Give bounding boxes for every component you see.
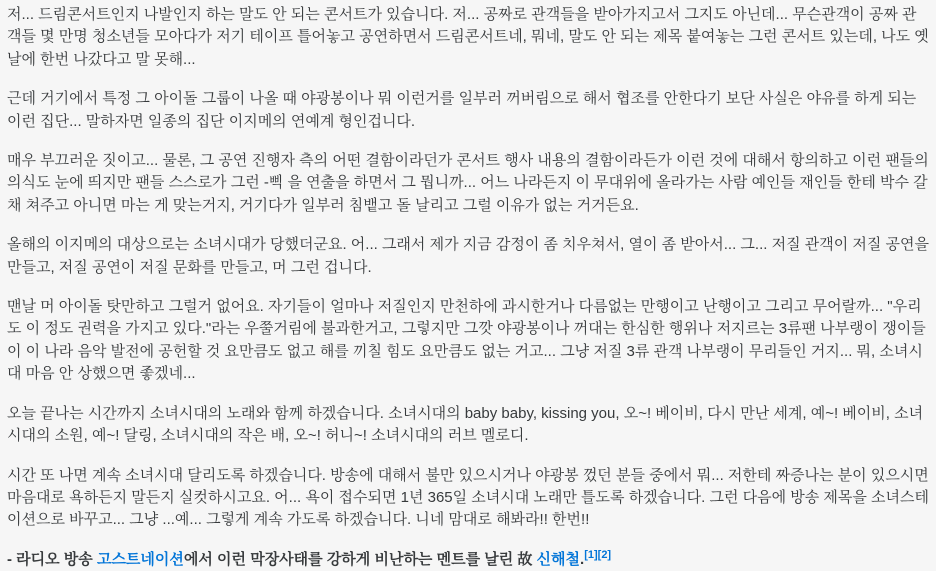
footnote-1-link[interactable]: [1] — [584, 548, 598, 561]
quote-paragraph-5: 맨날 머 아이돌 탓만하고 그럴거 없어요. 자기들이 얼마나 저질인지 만천하에 과시한거나 다름없는 만행이고 난행이고 그리고 무어랄까... "우리도 이 정도 권력을 가지고 있다."라는 우쭐거림에 불과한거고, 그렇지만 그깟 야광봉이나 꺼대는 한심한 행위나 저지르는 3류팬 나부랭이 쟁이들이 이 나라 음악 발전에 공헌할 것 요만큼도 없고 해를 끼칠 힘도 요만큼도 없는 거고... 그냥 저질 3류 관객 나부랭이 무리들인 거지... 뭐, 소녀시대 마음 안 상했으면 좋겠네... — [7, 298, 926, 383]
quote-paragraph-1: 저... 드림콘서트인지 나발인지 하는 말도 안 되는 콘서트가 있습니다. 저... 공짜로 관객들을 받아가지고서 그지도 아닌데... 무슨관객이 공짜 관객들 몇 만명 청소년들 모아다가 저기 테이프 틀어놓고 공연하면서 드림콘서트네, 뭐네, 말도 안 되는 제목 붙여놓는 그런 콘서트 있는데, 나도 옛날에 한번 나갔다고 말 못해... — [7, 6, 929, 68]
footnote-2-link[interactable]: [2] — [597, 548, 612, 561]
attribution-line — [7, 549, 930, 571]
quote-paragraph-4: 올해의 이지메의 대상으로는 소녀시대가 당했더군요. 어... 그래서 제가 지금 감정이 좀 치우쳐서, 열이 좀 받아서... 그... 저질 관객이 저질 공연을 만들고, 저질 공연이 저질 문화를 만들고, 머 그런 겁니다. — [7, 236, 934, 276]
quote-paragraph-3: 매우 부끄러운 짓이고... 물론, 그 공연 진행자 측의 어떤 결함이라던가 콘서트 행사 내용의 결함이라든가 이런 것에 대해서 항의하고 이런 팬들의 의식도 눈에 띄지만 팬들 스스로가 그런 -삑 을 연출을 하면서 그 뭡니까... 어느 나라든지 이 무대위에 올라가는 사람 예인들 재인들 한테 박수 갈채 쳐주고 아니면 마는 게 맞는거지, 거기다가 일부러 침뱉고 돌 날리고 그럴 이유가 없는 거거든요. — [7, 152, 933, 214]
quote-paragraph-2: 근데 거기에서 특정 그 아이돌 그룹이 나올 때 야광봉이나 뭐 이런거를 일부러 꺼버림으로 해서 협조를 안한다기 보단 사실은 야유를 하게 되는 이런 집단... 말하자면 일종의 집단 이지메의 연예계 형인겁니다. — [7, 90, 921, 130]
quote-paragraph-7: 시간 또 나면 계속 소녀시대 달리도록 하겠습니다. 방송에 대해서 불만 있으시거나 야광봉 껐던 분들 중에서 뭐... 저한테 짜증나는 분이 있으시면 마음대로 욕하든지 말든지 실컷하시고요. 어... 욕이 접수되면 1년 365일 소녀시대 노래만 틀도록 하겠습니다. 그런 다음에 방송 제목을 소녀스테이션으로 바꾸고... 그냥 ...예... 그렇게 계속 가도록 하겠습니다. 니네 맘대로 해봐라!! 한번!! — [7, 466, 933, 529]
attribution-period: . — [580, 550, 585, 568]
ghostation-link[interactable]: 고스트네이션 — [96, 550, 184, 568]
attribution-prefix: - 라디오 방송 — [7, 550, 97, 568]
shin-haechul-link[interactable]: 신해철 — [536, 550, 581, 568]
footnote-refs — [584, 547, 611, 561]
quote-paragraph-6: 오늘 끝나는 시간까지 소녀시대의 노래와 함께 하겠습니다. 소녀시대의 baby baby, kissing you, 오~! 베이비, 다시 만난 세계, 예~! 베이비, 소녀시대의 소원, 예~! 달링, 소녀시대의 작은 배, 오~! 허니~! 소녀시대의 러브 멜로디. — [7, 404, 924, 445]
attribution-middle: 에서 이런 막장사태를 강하게 비난하는 멘트를 날린 故 — [183, 550, 537, 568]
